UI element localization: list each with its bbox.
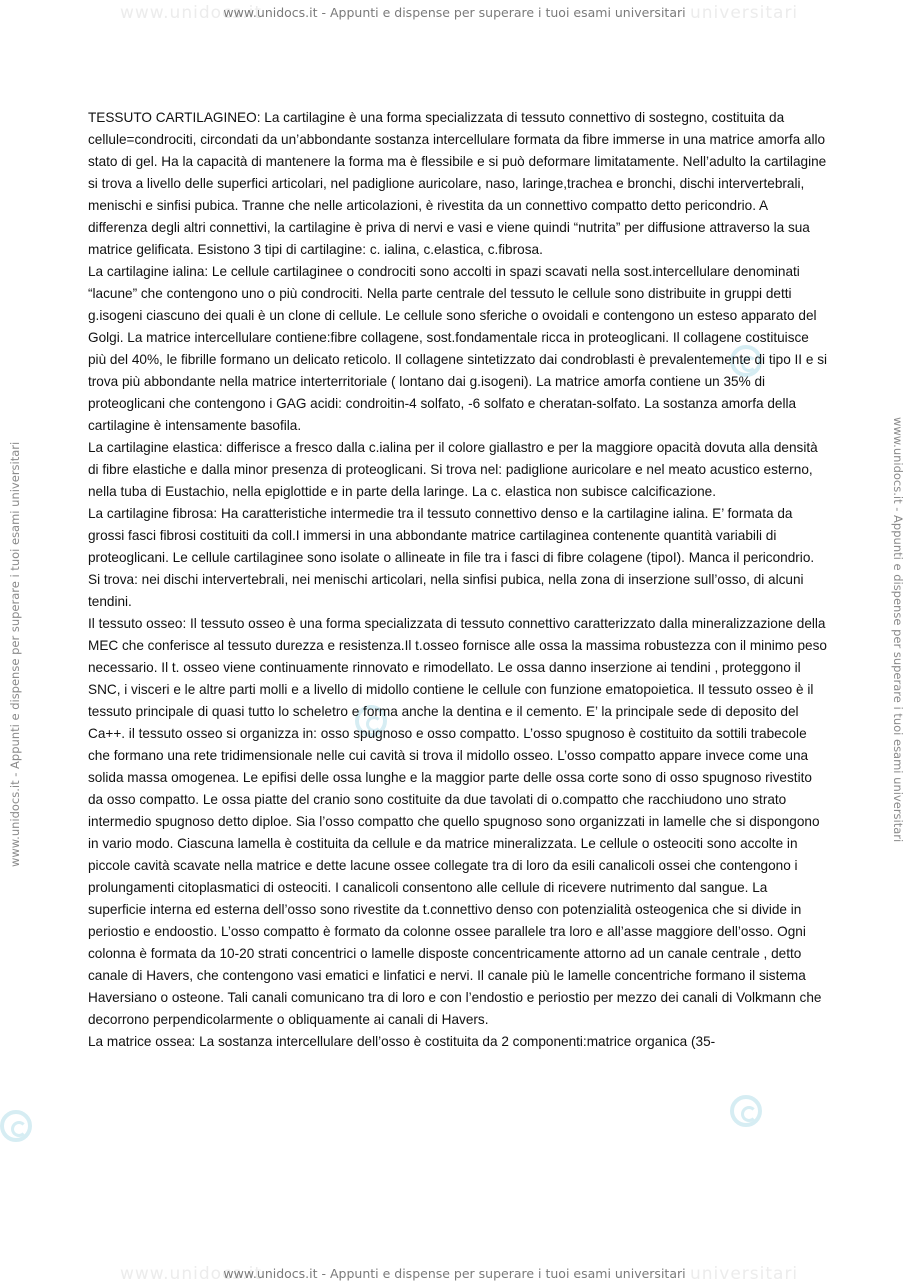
paragraph-matrice-ossea: La matrice ossea: La sostanza intercellulare dell’osso è costituita da 2 componenti:matrice organica (35- — [88, 1034, 716, 1049]
paragraph-cartilagine-elastica: La cartilagine elastica: differisce a fresco dalla c.ialina per il colore giallastro e per la maggiore opacità dovuta alla densità di fibre elastiche e dalla minor presenza di proteoglicani. Si trova nel: padiglione auricolare e nel meato acustico esterno, nella tuba di Eustachio, nella epiglottide e in parte della laringe. La c. elastica non subisce calcificazione. — [88, 440, 818, 499]
watermark-ghost-bottom: www.unidocs.it — [120, 1264, 263, 1284]
paragraph-cartilagine-ialina: La cartilagine ialina: Le cellule cartilaginee o condrociti sono accolti in spazi scavati nella sost.intercellulare denominati “lacune” che contengono uno o più condrociti. Nella parte centrale del tessuto le cellule sono distribuite in gruppi detti g.isogeni ciascuno dei quali è un clone di cellule. Le cellule sono sferiche o ovoidali e contengono un esteso apparato del Golgi. La matrice intercellulare contiene:fibre collagene, sost.fondamentale ricca in proteoglicani. Il collagene costituisce più del 40%, le fibrille formano un delicato reticolo. Il collagene sintetizzato dai condroblasti è prevalentemente di tipo II e si trova più abbondante nella matrice interterritoriale ( lontano dai g.isogeni). La matrice amorfa contiene un 35% di proteoglicani che contengono i GAG acidi: condroitin-4 solfato, -6 solfato e cheratan-solfato. La sostanza amorfa della cartilagine è intensamente basofila. — [88, 264, 828, 433]
unidocs-logo-icon — [730, 1095, 762, 1127]
watermark-ghost-top-right: universitari — [690, 3, 799, 23]
watermark-side-left: www.unidocs.it - Appunti e dispense per superare i tuoi esami universitari — [8, 441, 22, 867]
watermark-ghost-bottom-right: universitari — [690, 1264, 799, 1284]
paragraph-tessuto-osseo: Il tessuto osseo: Il tessuto osseo è una forma specializzata di tessuto connettivo caratterizzato dalla mineralizzazione della MEC che conferisce al tessuto durezza e resistenza.Il t.osseo fornisce alle ossa la massima robustezza con il minimo peso necessario. Il t. osseo viene continuamente rinnovato e rimodellato. Le ossa danno inserzione ai tendini , proteggono il SNC, i visceri e le altre parti molli e a livello di midollo contiene le cellule con funzione ematopoietica. Il tessuto osseo è il tessuto principale di quasi tutto lo scheletro e forma anche la dentina e il cemento. E’ la principale sede di deposito del Ca++. il tessuto osseo si organizza in: osso spugnoso e osso compatto. L’osso spugnoso è costituito da sottili trabecole che formano una rete tridimensionale nelle cui cavità si trova il midollo osseo. L’osso compatto appare invece come una solida massa omogenea. Le epifisi delle ossa lunghe e la maggior parte delle ossa corte sono di osso spugnoso rivestito da osso compatto. Le ossa piatte del cranio sono costituite da due tavolati di o.compatto che racchiudono uno strato intermedio spugnoso detto diploe. Sia l’osso compatto che quello spugnoso sono organizzati in lamelle che si dispongono in vario modo. Ciascuna lamella è costituita da cellule e da matrice mineralizzata. Le cellule o osteociti sono accolte in piccole cavità scavate nella matrice e dette lacune ossee collegate tra di loro da esili canalicoli ossei che contengono i prolungamenti citoplasmatici di osteociti. I canalicoli consentono alle cellule di ricevere nutrimento dal sangue. La superficie interna ed esterna dell’osso sono rivestite da t.connettivo denso con potenzialità osteogenica che si divide in periostio e endoostio. L’osso compatto è formato da colonne ossee parallele tra loro e all’asse maggiore dell’osso. Ogni colonna è formata da 10-20 strati concentrici o lamelle disposte concentricamente attorno ad un canale centrale , detto canale di Havers, che contengono vasi ematici e linfatici e nervi. Il canale più le lamelle concentriche formano il sistema Haversiano o osteone. Tali canali comunicano tra di loro e con l’endostio e periostio per mezzo dei canali di Volkmann che decorrono perpendicolarmente o obliquamente ai canali di Havers. — [88, 616, 827, 1027]
watermark-side-right: www.unidocs.it - Appunti e dispense per superare i tuoi esami universitari — [891, 417, 905, 843]
paragraph-cartilagine-fibrosa: La cartilagine fibrosa: Ha caratteristiche intermedie tra il tessuto connettivo denso e la cartilagine ialina. E’ formata da grossi fasci fibrosi costituiti da coll.I immersi in una abbondante matrice cartilaginea contenente quantità variabili di proteoglicani. Le cellule cartilaginee sono isolate o allineate in file tra i fasci di fibre colagene (tipoI). Manca il pericondrio. Si trova: nei dischi intervertebrali, nei menischi articolari, nella sinfisi pubica, nella zona di inserzione sull’osso, di alcuni tendini. — [88, 506, 815, 609]
watermark-ghost-top: www.unidocs.it — [120, 3, 263, 23]
document-body — [88, 107, 828, 1053]
unidocs-logo-icon — [0, 1110, 32, 1142]
paragraph-tessuto-cartilagineo: TESSUTO CARTILAGINEO: La cartilagine è una forma specializzata di tessuto connettivo di sostegno, costituita da cellule=condrociti, circondati da un’abbondante sostanza intercellulare formata da fibre immerse in una matrice amorfa allo stato di gel. Ha la capacità di mantenere la forma ma è flessibile e si può deformare limitatamente. Nell’adulto la cartilagine si trova a livello delle superfici articolari, nel padiglione auricolare, naso, laringe,trachea e bronchi, dischi intervertebrali, menischi e sinfisi pubica. Tranne che nelle articolazioni, è rivestita da un connettivo compatto detto pericondrio. A differenza degli altri connettivi, la cartilagine è priva di nervi e vasi e viene quindi “nutrita” per diffusione attraverso la sua matrice gelificata. Esistono 3 tipi di cartilagine: c. ialina, c.elastica, c.fibrosa. — [88, 110, 827, 257]
watermark-header: www.unidocs.it - Appunti e dispense per superare i tuoi esami universitari — [223, 5, 686, 20]
watermark-footer: www.unidocs.it - Appunti e dispense per superare i tuoi esami universitari — [223, 1266, 686, 1281]
